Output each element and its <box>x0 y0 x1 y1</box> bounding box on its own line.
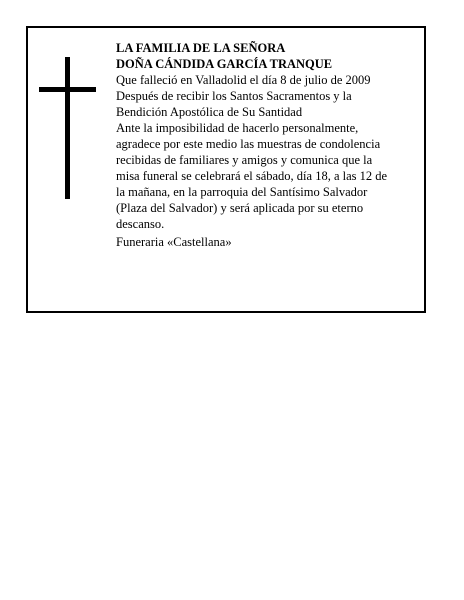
body-line-5: la mañana, en la parroquia del Santísimo Salvador <box>116 185 368 199</box>
notice-heading-name: DOÑA CÁNDIDA GARCÍA TRANQUE <box>116 57 333 71</box>
notice-heading-family: LA FAMILIA DE LA SEÑORA <box>116 41 286 55</box>
death-announcement: Que falleció en Valladolid el día 8 de julio de 2009 <box>116 73 371 87</box>
obituary-notice <box>26 26 426 313</box>
body-line-4: misa funeral se celebrará el sábado, día 18, a las 12 de <box>116 169 388 183</box>
cross-vertical-bar <box>65 57 70 199</box>
body-line-1: Ante la imposibilidad de hacerlo personalmente, <box>116 121 359 135</box>
body-line-3: recibidas de familiares y amigos y comunica que la <box>116 153 373 167</box>
funeral-home: Funeraria «Castellana» <box>116 235 232 249</box>
body-line-6: (Plaza del Salvador) y será aplicada por su eterno <box>116 201 364 215</box>
cross-horizontal-bar <box>39 87 96 92</box>
sacraments-line-1: Después de recibir los Santos Sacramentos y la <box>116 89 352 103</box>
sacraments-line-2: Bendición Apostólica de Su Santidad <box>116 105 303 119</box>
notice-text <box>116 40 416 250</box>
body-line-2: agradece por este medio las muestras de condolencia <box>116 137 381 151</box>
body-line-7: descanso. <box>116 217 165 231</box>
